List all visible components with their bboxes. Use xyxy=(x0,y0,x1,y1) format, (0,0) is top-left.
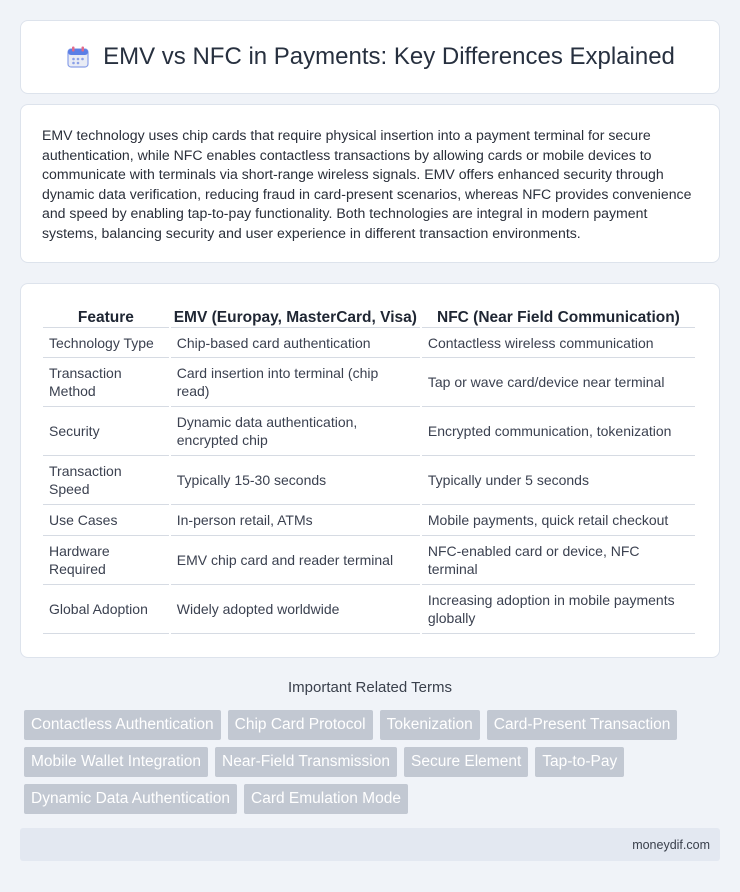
table-cell: NFC-enabled card or device, NFC terminal xyxy=(422,536,695,585)
related-terms-title: Important Related Terms xyxy=(288,679,452,696)
table-row xyxy=(43,585,695,634)
table-cell: Dynamic data authentication, encrypted chip xyxy=(171,407,420,456)
table-row xyxy=(43,407,695,456)
related-term-tag[interactable]: Tokenization xyxy=(380,710,480,740)
related-term-tag[interactable]: Card Emulation Mode xyxy=(244,784,408,814)
table-cell: Technology Type xyxy=(43,328,169,358)
table-row xyxy=(43,328,695,358)
table-cell: Security xyxy=(43,407,169,456)
table-cell: Contactless wireless communication xyxy=(422,328,695,358)
table-cell: Transaction Method xyxy=(43,358,169,407)
table-cell: Tap or wave card/device near terminal xyxy=(422,358,695,407)
footer xyxy=(20,828,720,861)
table-cell: Use Cases xyxy=(43,505,169,536)
related-term-tag[interactable]: Near-Field Transmission xyxy=(215,747,397,777)
intro-paragraph: EMV technology uses chip cards that require physical insertion into a payment terminal for secure authentication, while NFC enables contactless transactions by allowing cards or mobile devices to communicate with terminals via short-range wireless signals. EMV offers enhanced security through dynamic data verification, reducing fraud in card-present scenarios, whereas NFC provides convenience and speed by enabling tap-to-pay functionality. Both technologies are integral in modern payment systems, balancing security and user experience in different transaction environments. xyxy=(42,127,692,241)
related-term-tag[interactable]: Contactless Authentication xyxy=(24,710,221,740)
table-cell: Increasing adoption in mobile payments globally xyxy=(422,585,695,634)
title-card xyxy=(20,20,720,94)
table-cell: Mobile payments, quick retail checkout xyxy=(422,505,695,536)
related-term-tag[interactable]: Dynamic Data Authentication xyxy=(24,784,237,814)
related-term-tag[interactable]: Card-Present Transaction xyxy=(487,710,678,740)
table-row xyxy=(43,505,695,536)
table-cell: EMV chip card and reader terminal xyxy=(171,536,420,585)
table-cell: Typically 15-30 seconds xyxy=(171,456,420,505)
table-cell: Global Adoption xyxy=(43,585,169,634)
table-row xyxy=(43,536,695,585)
table-cell: Chip-based card authentication xyxy=(171,328,420,358)
header-nfc: NFC (Near Field Communication) xyxy=(422,306,695,328)
footer-site-link[interactable]: moneydif.com xyxy=(632,838,710,852)
table-cell: Transaction Speed xyxy=(43,456,169,505)
page-title: EMV vs NFC in Payments: Key Differences Explained xyxy=(103,43,675,70)
intro-card xyxy=(20,104,720,263)
table-cell: Hardware Required xyxy=(43,536,169,585)
header-emv: EMV (Europay, MasterCard, Visa) xyxy=(171,306,420,328)
calendar-icon xyxy=(65,44,91,70)
comparison-table xyxy=(41,306,697,634)
header-feature: Feature xyxy=(43,306,169,328)
related-term-tag[interactable]: Secure Element xyxy=(404,747,528,777)
table-cell: Widely adopted worldwide xyxy=(171,585,420,634)
table-cell: Encrypted communication, tokenization xyxy=(422,407,695,456)
table-cell: In-person retail, ATMs xyxy=(171,505,420,536)
related-term-tag[interactable]: Tap-to-Pay xyxy=(535,747,624,777)
table-cell: Card insertion into terminal (chip read) xyxy=(171,358,420,407)
table-cell: Typically under 5 seconds xyxy=(422,456,695,505)
table-row xyxy=(43,456,695,505)
related-term-tag[interactable]: Mobile Wallet Integration xyxy=(24,747,208,777)
table-row xyxy=(43,358,695,407)
related-term-tag[interactable]: Chip Card Protocol xyxy=(228,710,373,740)
related-terms-list xyxy=(24,710,724,814)
comparison-table-card xyxy=(20,283,720,658)
table-header-row xyxy=(43,306,695,328)
